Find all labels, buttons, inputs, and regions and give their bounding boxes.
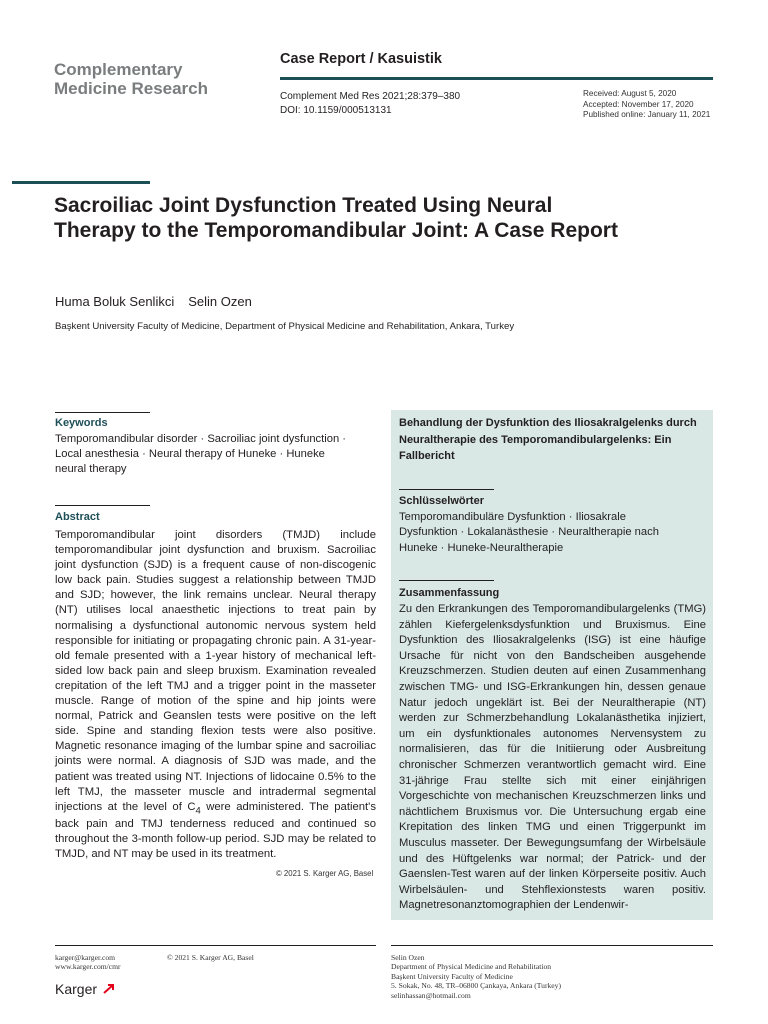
contact-university: Başkent University Faculty of Medicine [391, 971, 513, 981]
keywords-line: Temporomandibular disorder · Sacroiliac joint dysfunction · [55, 433, 347, 445]
abstract-copyright: © 2021 S. Karger AG, Basel [276, 869, 374, 878]
title-rule [12, 181, 150, 184]
author-list [55, 294, 252, 309]
german-keywords-line: Temporomandibuläre Dysfunktion · Iliosakrale [399, 511, 626, 523]
published-date: Published online: January 11, 2021 [583, 110, 711, 119]
citation-block [280, 90, 460, 118]
footer-rule-right [391, 945, 713, 946]
footer-rule-left [55, 945, 376, 946]
abstract-text [55, 528, 376, 862]
german-keywords-heading: Schlüsselwörter [399, 495, 484, 507]
keywords-heading: Keywords [55, 417, 108, 429]
keywords-rule [55, 412, 150, 413]
accepted-date: Accepted: November 17, 2020 [583, 99, 694, 109]
karger-logo-text: Karger [55, 981, 98, 997]
contact-address: 5. Sokak, No. 48, TR–06800 Çankaya, Ankara (Turkey) [391, 981, 561, 991]
article-title: Sacroiliac Joint Dysfunction Treated Using Neural Therapy to the Temporomandibular Joint: A Case Report [54, 194, 618, 242]
received-date: Received: August 5, 2020 [583, 89, 677, 98]
german-summary-text: Zu den Erkrankungen des Temporomandibulargelenks (TMG) zählen Kiefergelenksdysfunktion und Bruxismus. Eine Dysfunktion des Iliosakralgelenks (ISG) ist eine häufige Ursache für nicht von den Bandscheiben ausgehende Kreuzschmerzen. Studien deuten auf einen Zusammenhang zwischen TMG- und ISG-Erkrankungen hin, dessen genaue Natur jedoch ungeklärt ist. Bei der Neuraltherapie (NT) werden zur Schmerzbehandlung Lokalanästhetika injiziert, um ein dysfunktionales autonomes Nervensystem zu normalisieren, das für die Initiierung oder Ausbreitung chronischer Schmerzen verantwortlich gemacht wird. Eine 31-jährige Frau stellte sich mit einer einjährigen Vorgeschichte von mechanischen Kreuzschmerzen links und nächtlichem Bruxismus vor. Die Untersuchung ergab eine Krepitation des linken TMG und einen Triggerpunkt im Musculus masseter. Der Bewegungsumfang der Wirbelsäule und des Hüftgelenks war normal; der Patrick- und der Gaenslen-Test waren auf der linken Körperseite positiv. Auch Wirbelsäulen- und Stehflexionstests waren positiv. Magnetresonanztomographien der Lendenwir- [399, 603, 706, 912]
german-summary-heading: Zusammenfassung [399, 587, 500, 599]
keywords-list [55, 432, 376, 477]
german-keywords-line: Huneke · Huneke-Neuraltherapie [399, 541, 564, 554]
author-name[interactable]: Huma Boluk Senlikci [55, 294, 175, 309]
contact-email[interactable]: selinhassan@hotmail.com [391, 990, 471, 1000]
karger-logo [55, 981, 116, 997]
correspondence-block [391, 953, 713, 1000]
article-type: Case Report / Kasuistik [280, 51, 442, 67]
journal-name-line2: Medicine Research [54, 79, 209, 98]
author-name[interactable]: Selin Ozen [188, 294, 252, 309]
article-dates [583, 89, 710, 121]
journal-name-line1: Complementary [54, 60, 183, 79]
abstract-text-part1: Temporomandibular joint disorders (TMJD) include temporomandibular joint dysfunction and bruxism. Sacroiliac joint dysfunction (SJD) is a frequent cause of non-discogenic low back pain. Studies suggest a relationship between TMJD and SJD; however, the link remains unclear. Neural therapy (NT) utilises local anaesthetic injections to treat pain by normalising a dysfunctional autonomic nervous system held responsible for initiating or propagating chronic pain. A 31-year-old female presented with a 1-year history of mechanical left-sided low back pain and sleep bruxism. Examination revealed crepitation of the left TMJ and a trigger point in the masseter muscle. Range of motion of the spine and hip joints were normal, Patrick and Geanslen tests were positive on the left side. Spine and standing flexion tests were also positive. Magnetic resonance imaging of the lumbar spine and sacroiliac joints were normal. A diagnosis of SJD was made, and the patient was treated using NT. Injections of lidocaine 0.5% to the left TMJ, the masseter muscle and intradermal segmental injections at the level of C [55, 529, 376, 813]
abstract-text-part2: were administered. The patient's back pain and TMJ tenderness reduced and continued so throughout the 3-month follow-up period. SJD may be related to TMJD, and NT may be used in its treatment. [55, 800, 376, 861]
german-summary-rule [399, 580, 494, 581]
karger-logo-icon [102, 983, 116, 995]
header-rule [280, 77, 713, 80]
abstract-heading: Abstract [55, 511, 100, 523]
footer-copyright: © 2021 S. Karger AG, Basel [167, 953, 254, 962]
german-keywords-line: Dysfunktion · Lokalanästhesie · Neuraltherapie nach [399, 526, 659, 539]
publisher-contact [55, 953, 121, 972]
doi-link[interactable]: DOI: 10.1159/000513131 [280, 105, 392, 116]
citation: Complement Med Res 2021;28:379–380 [280, 91, 461, 102]
journal-name [54, 60, 254, 98]
contact-name: Selin Ozen [391, 953, 425, 962]
publisher-website[interactable]: www.karger.com/cmr [55, 962, 121, 972]
abstract-rule [55, 505, 150, 506]
contact-department: Department of Physical Medicine and Rehabilitation [391, 962, 552, 972]
affiliation: Başkent University Faculty of Medicine, Department of Physical Medicine and Rehabilitation, Ankara, Turkey [55, 321, 515, 332]
abstract-subscript: 4 [195, 803, 201, 815]
publisher-email[interactable]: karger@karger.com [55, 953, 116, 962]
german-title: Behandlung der Dysfunktion des Iliosakralgelenks durch Neuraltherapie des Temporomandibulargelenks: Ein Fallbericht [399, 417, 697, 462]
keywords-line: Local anesthesia · Neural therapy of Huneke · Huneke [55, 448, 325, 460]
keywords-line: neural therapy [55, 463, 127, 475]
german-keywords-list [399, 510, 706, 556]
german-keywords-rule [399, 489, 494, 490]
